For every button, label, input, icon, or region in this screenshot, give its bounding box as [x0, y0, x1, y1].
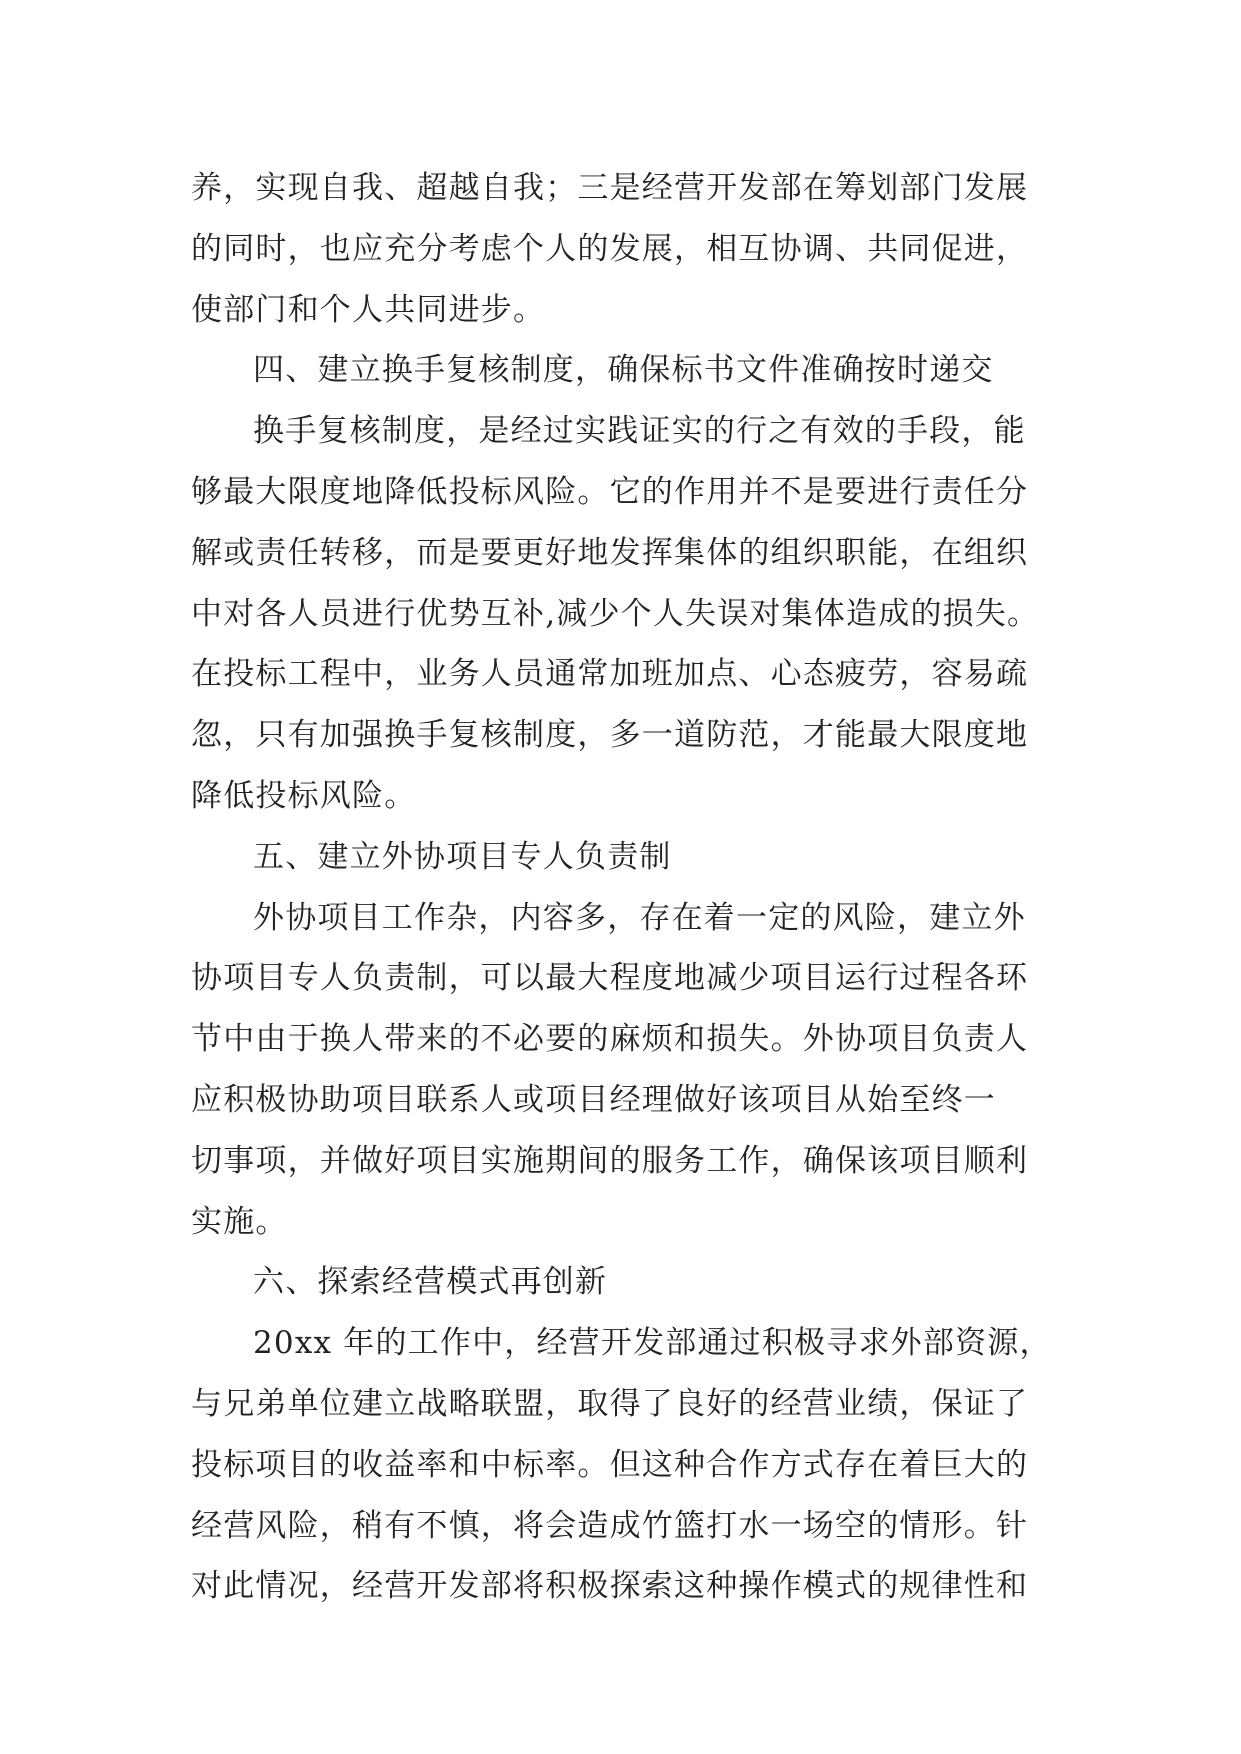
- body-line: 20xx 年的工作中，经营开发部通过积极寻求外部资源，: [253, 1325, 1052, 1362]
- body-line: 经营风险，稍有不慎，将会造成竹篮打水一场空的情形。针: [191, 1507, 1029, 1544]
- document-body: [191, 158, 1071, 1617]
- body-line: 中对各人员进行优势互补,减少个人失误对集体造成的损失。: [191, 595, 1040, 632]
- body-line: 外协项目工作杂，内容多，存在着一定的风险，建立外: [253, 899, 1026, 936]
- section-heading: 五、建立外协项目专人负责制: [253, 838, 672, 875]
- body-line: 降低投标风险。: [191, 777, 417, 814]
- body-line: 的同时，也应充分考虑个人的发展，相互协调、共同促进，: [191, 230, 1029, 267]
- section-heading: 六、探索经营模式再创新: [253, 1264, 608, 1301]
- body-line: 切事项，并做好项目实施期间的服务工作，确保该项目顺利: [191, 1142, 1029, 1179]
- body-line: 在投标工程中，业务人员通常加班加点、心态疲劳，容易疏: [191, 656, 1029, 693]
- body-line: 忽，只有加强换手复核制度，多一道防范，才能最大限度地: [191, 717, 1029, 754]
- body-line: 养，实现自我、超越自我；三是经营开发部在筹划部门发展: [191, 170, 1029, 206]
- body-line: 节中由于换人带来的不必要的麻烦和损失。外协项目负责人: [191, 1021, 1029, 1058]
- body-line: 实施。: [191, 1203, 288, 1240]
- body-line: 换手复核制度，是经过实践证实的行之有效的手段，能: [253, 413, 1026, 450]
- body-line: 使部门和个人共同进步。: [191, 291, 546, 328]
- body-line: 与兄弟单位建立战略联盟，取得了良好的经营业绩，保证了: [191, 1385, 1029, 1422]
- body-line: 应积极协助项目联系人或项目经理做好该项目从始至终一: [191, 1081, 996, 1118]
- body-line: 协项目专人负责制，可以最大程度地减少项目运行过程各环: [191, 960, 1029, 997]
- section-heading: 四、建立换手复核制度，确保标书文件准确按时递交: [253, 352, 994, 389]
- body-line: 够最大限度地降低投标风险。它的作用并不是要进行责任分: [191, 473, 1029, 510]
- body-line: 对此情况，经营开发部将积极探索这种操作模式的规律性和: [191, 1568, 1029, 1605]
- body-line: 解或责任转移，而是要更好地发挥集体的组织职能，在组织: [191, 534, 1029, 571]
- body-line: 投标项目的收益率和中标率。但这种合作方式存在着巨大的: [191, 1446, 1029, 1483]
